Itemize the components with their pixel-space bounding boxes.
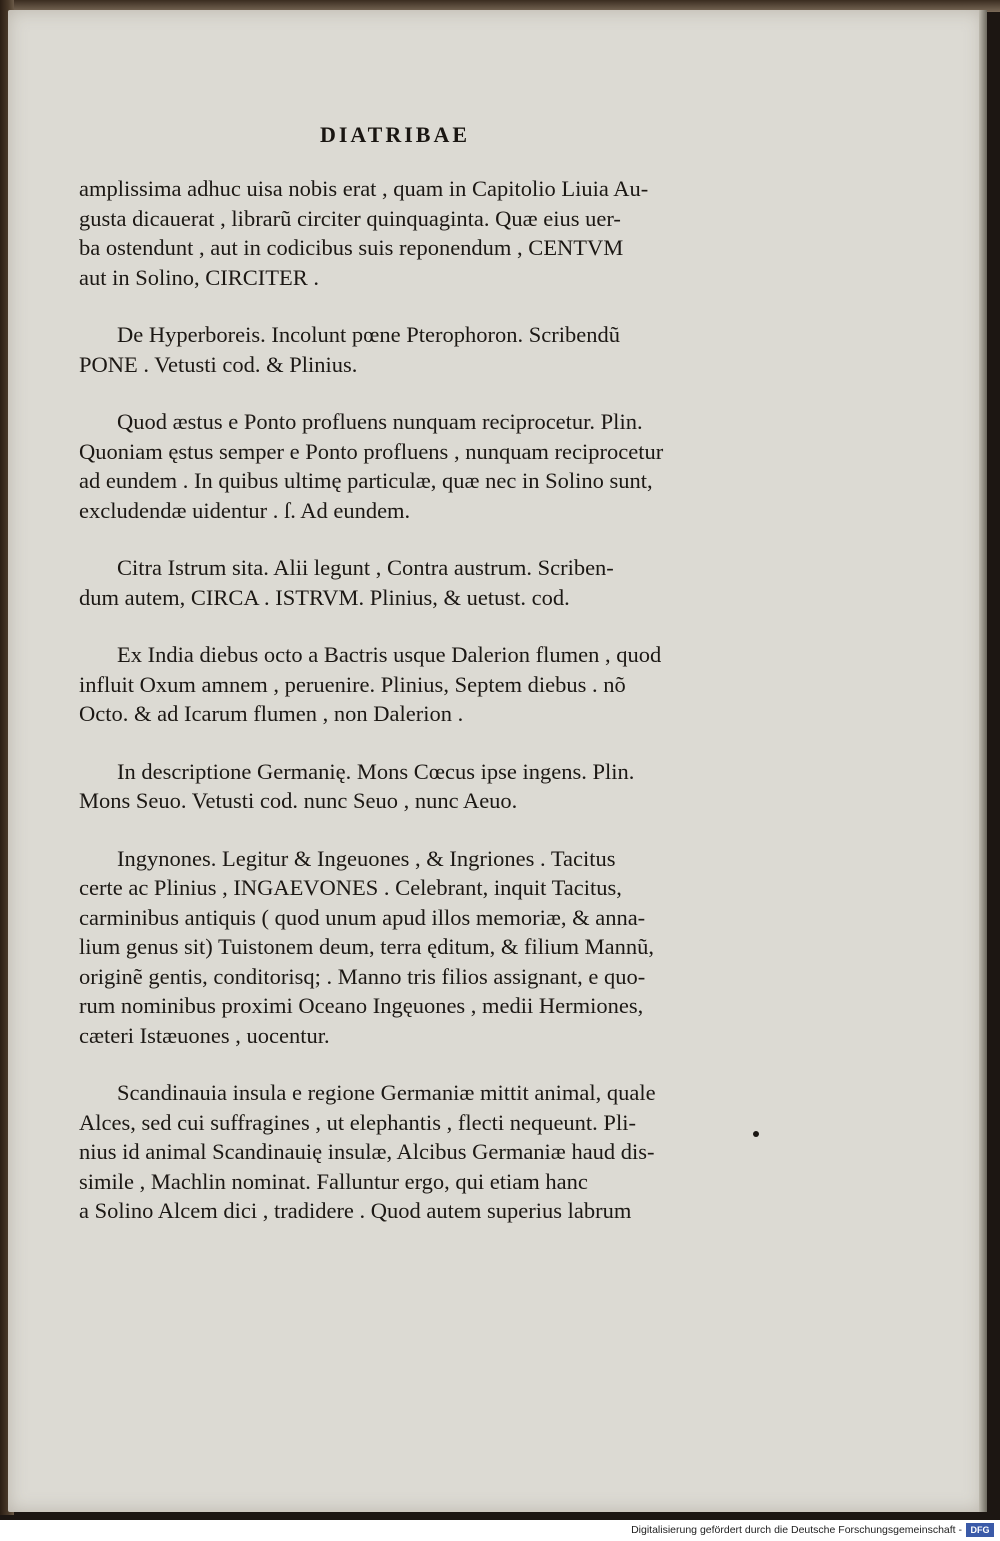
text-line: excludendæ uidentur . ſ. Ad eundem. [79,497,411,523]
text-line: originẽ gentis, conditorisq; . Manno tris filios assignant, e quo- [79,963,646,989]
text-line: ba ostendunt , aut in codicibus suis reponendum , CENTVM [79,235,624,260]
text-line: a Solino Alcem dici , tradidere . Quod autem superius labrum [79,1198,632,1223]
text-line: simile , Machlin nominat. Falluntur ergo, qui etiam hanc [79,1168,588,1194]
text-line: De Hyperboreis. Incolunt pœne Pterophoron. Scribendũ [117,322,621,347]
text-line: aut in Solino, CIRCITER . [79,264,320,290]
text-line: In descriptione Germanię. Mons Cœcus ipse ingens. Plin. [117,758,635,784]
ink-dot-mark [753,1131,759,1137]
paragraph [79,174,719,292]
text-line: carminibus antiquis ( quod unum apud illos memoriæ, & anna- [79,904,646,930]
text-line: amplissima adhuc uisa nobis erat , quam in Capitolio Liuia Au- [79,176,649,201]
text-line: Scandinauia insula e regione Germaniæ mittit animal, quale [117,1080,656,1105]
paragraph [79,757,719,816]
paragraph [79,640,719,729]
paragraph [79,320,719,379]
text-line: gusta dicauerat , librarũ circiter quinquaginta. Quæ eius uer- [79,205,621,231]
text-line: Alces, sed cui suffragines , ut elephantis , flecti nequeunt. Pli- [79,1109,636,1135]
text-line: rum nominibus proximi Oceano Ingęuones , medii Hermiones, [79,993,644,1018]
text-line: Octo. & ad Icarum flumen , non Dalerion . [79,701,464,726]
dfg-logo: DFG [966,1523,994,1537]
body-text [79,174,719,1254]
text-line: nius id animal Scandinauię insulæ, Alcibus Germaniæ haud dis- [79,1139,655,1164]
running-head: DIATRIBAE [319,122,471,147]
paragraph [79,407,719,525]
text-line: influit Oxum amnem , peruenire. Plinius, Septem diebus . nõ [79,671,626,697]
footer-credit: Digitalisierung gefördert durch die Deutsche Forschungsgemeinschaft - [631,1524,962,1536]
text-line: dum autem, CIRCA . ISTRVM. Plinius, & uetust. cod. [79,584,570,610]
text-line: Citra Istrum sita. Alii legunt , Contra austrum. Scriben- [117,555,614,580]
text-line: Ingynones. Legitur & Ingeuones , & Ingriones . Tacitus [117,845,616,871]
text-line: ad eundem . In quibus ultimę particulæ, quæ nec in Solino sunt, [79,468,653,493]
page-right-edge [979,10,987,1512]
text-line: lium genus sit) Tuistonem deum, terra ęditum, & filium Mannũ, [79,934,654,959]
text-line: certe ac Plinius , INGAEVONES . Celebrant, inquit Tacitus, [79,875,622,900]
text-line: cæteri Istæuones , uocentur. [79,1022,330,1048]
text-line: Quoniam ęstus semper e Ponto profluens , nunquam reciprocetur [79,438,664,464]
text-line: PONE . Vetusti cod. & Plinius. [79,351,358,377]
paragraph [79,844,719,1051]
text-line: Quod æstus e Ponto profluens nunquam reciprocetur. Plin. [117,409,643,434]
paragraph [79,553,719,612]
paragraph [79,1078,719,1226]
text-line: Ex India diebus octo a Bactris usque Dalerion flumen , quod [117,642,662,667]
text-line: Mons Seuo. Vetusti cod. nunc Seuo , nunc Aeuo. [79,788,518,813]
